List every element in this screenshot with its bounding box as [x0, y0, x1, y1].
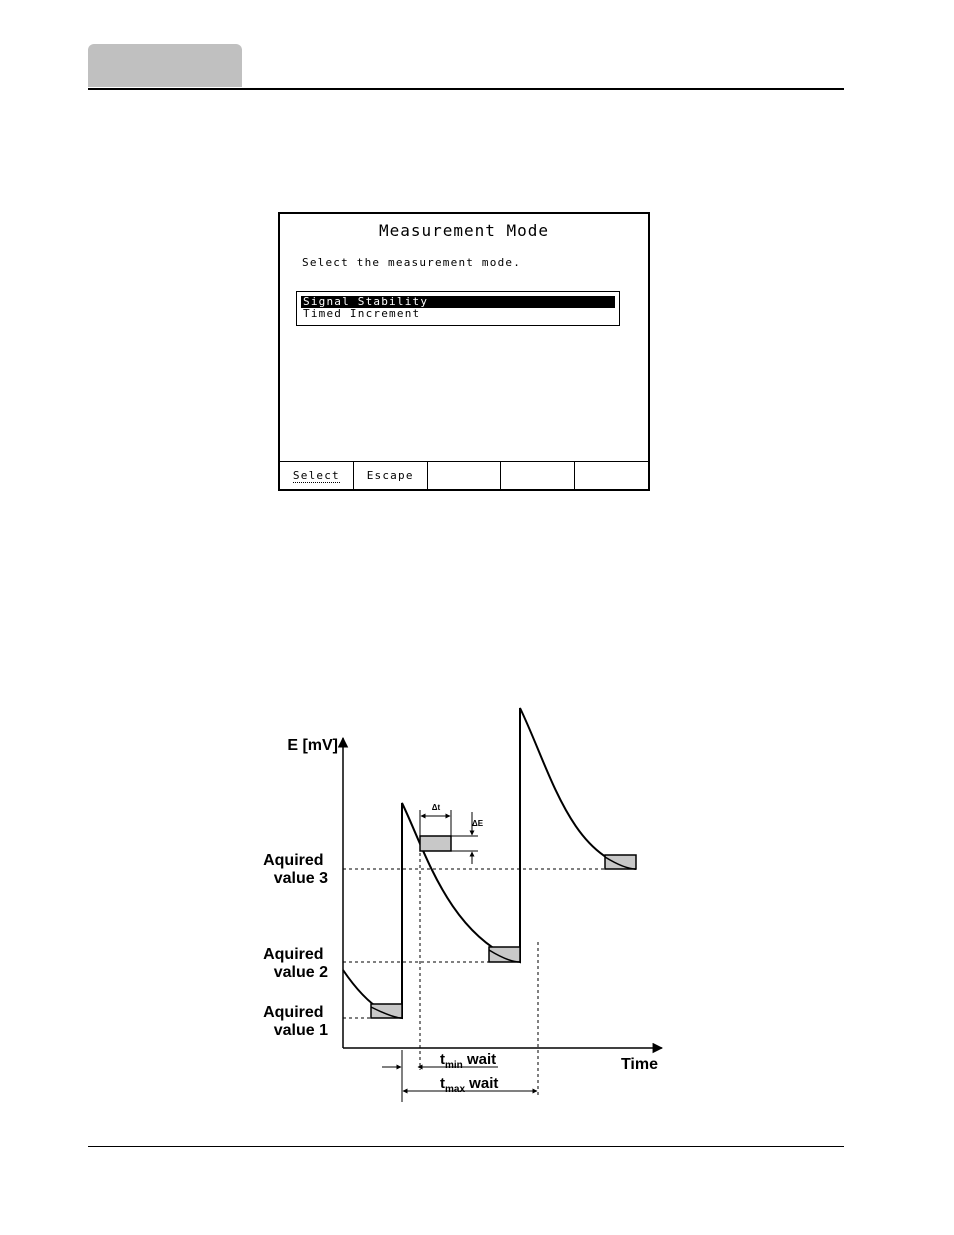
- mode-option-timed-increment[interactable]: Timed Increment: [303, 307, 421, 320]
- signal-curve: [343, 708, 636, 1018]
- softkey-3[interactable]: [428, 462, 502, 489]
- window-box-3: [605, 855, 636, 869]
- level-label-1: Aquired value 1: [263, 1004, 328, 1039]
- window-box-delta: [420, 836, 451, 851]
- tmax-wait-label: $t_{max}$ wait: [440, 1075, 499, 1095]
- select-softkey-label: Select: [292, 468, 340, 482]
- header-tab: [88, 44, 242, 87]
- delta-t-label: Δt: [431, 803, 441, 812]
- level-label-3: Aquired value 3: [263, 852, 328, 887]
- window-box-1: [371, 1004, 402, 1018]
- mode-option-signal-stability[interactable]: Signal Stability: [301, 296, 615, 308]
- escape-softkey[interactable]: [354, 462, 428, 489]
- softkey-4[interactable]: [501, 462, 575, 489]
- instrument-screen: [278, 212, 650, 491]
- signal-stability-diagram: [250, 700, 670, 1110]
- delta-e-label: ΔE: [472, 819, 484, 828]
- screen-prompt: Select the measurement mode.: [302, 256, 522, 269]
- x-axis-label: Time: [620, 1056, 658, 1073]
- softkey-bar: [280, 461, 648, 489]
- tmin-wait-label: $t_{min}$ wait: [440, 1051, 497, 1071]
- escape-softkey-label: Escape: [366, 469, 414, 482]
- screen-title: Measurement Mode: [378, 221, 550, 240]
- mode-list: [296, 291, 620, 326]
- select-softkey[interactable]: [280, 462, 354, 489]
- softkey-5[interactable]: [575, 462, 648, 489]
- window-box-2: [489, 947, 520, 962]
- level-label-2: Aquired value 2: [263, 946, 328, 981]
- header-rule: [88, 88, 844, 90]
- y-axis-label: E [mV]: [287, 737, 338, 754]
- footer-rule: [88, 1146, 844, 1147]
